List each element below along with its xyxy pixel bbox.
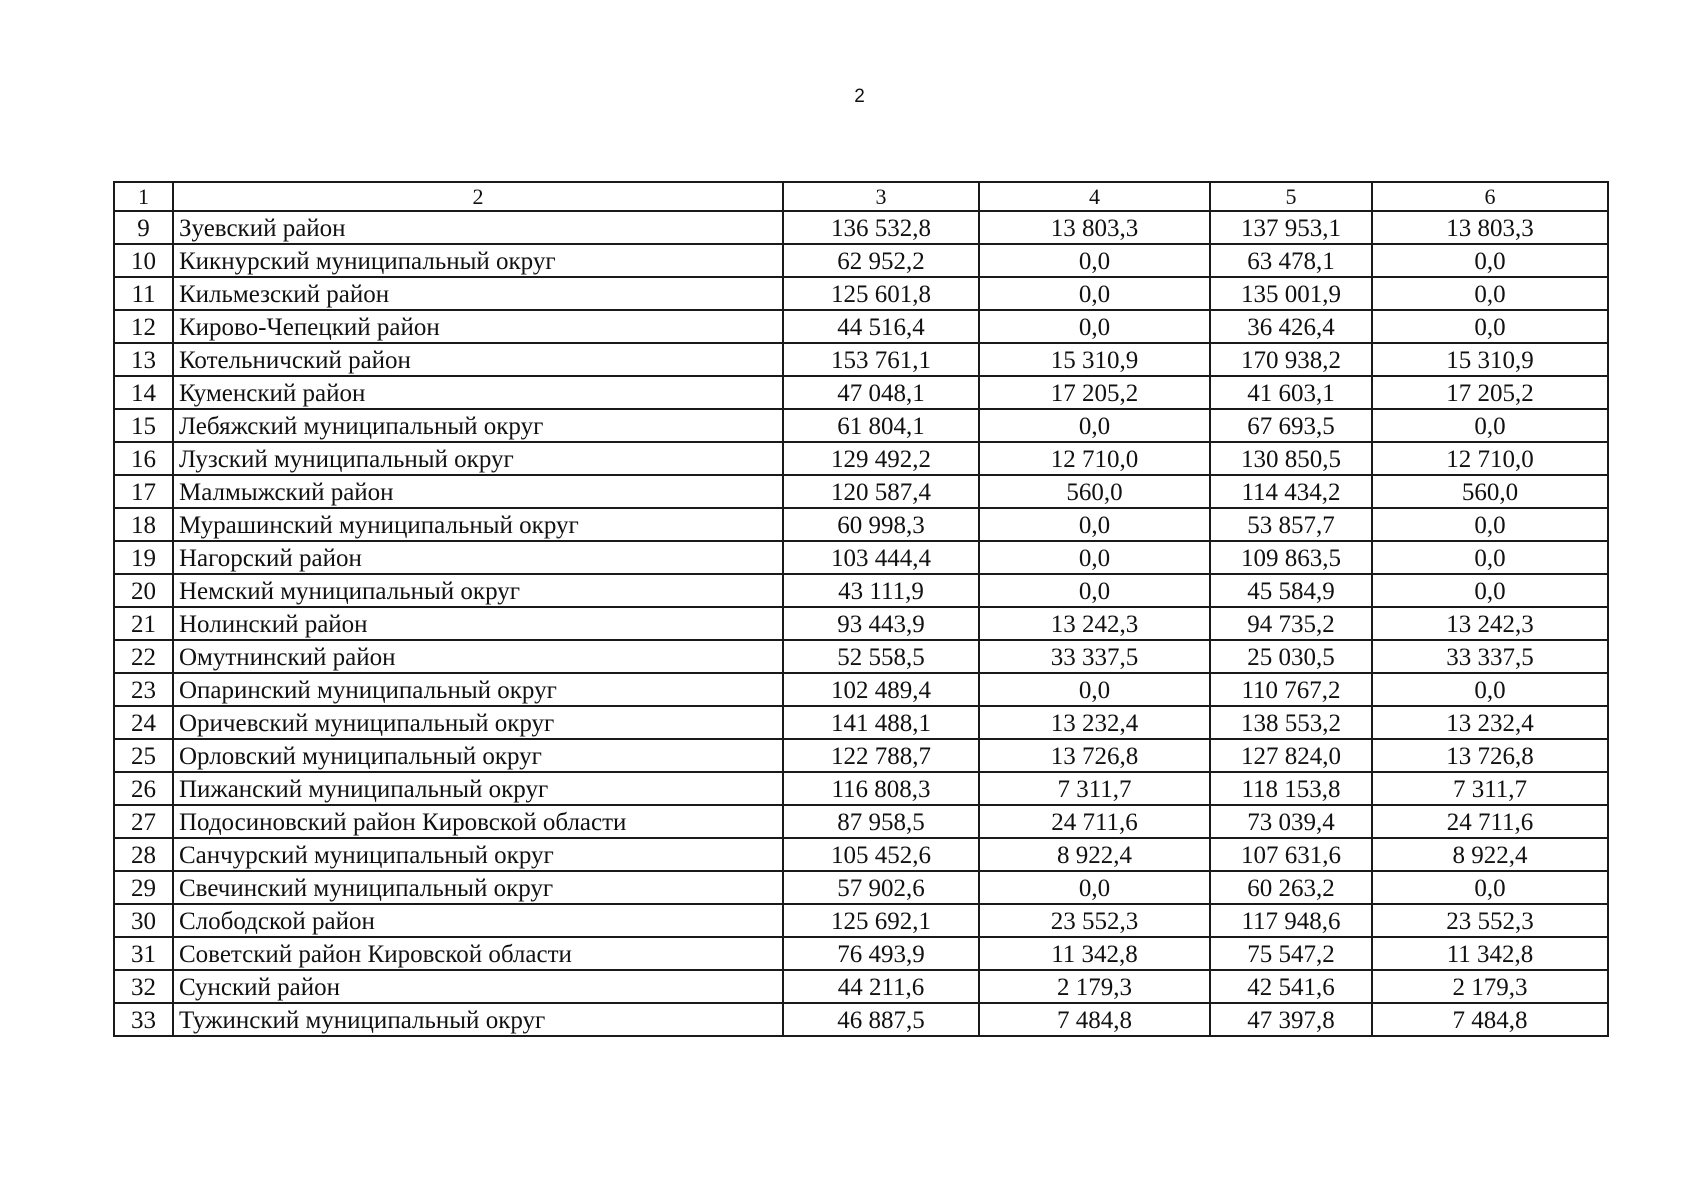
page-number: 2 (854, 86, 866, 107)
value-col-4: 0,0 (979, 871, 1210, 904)
district-name: Советский район Кировской области (173, 937, 783, 970)
value-col-3: 47 048,1 (783, 376, 979, 409)
value-col-5: 45 584,9 (1210, 574, 1372, 607)
row-number: 29 (114, 871, 173, 904)
row-number: 11 (114, 277, 173, 310)
value-col-5: 94 735,2 (1210, 607, 1372, 640)
table-row (114, 772, 1608, 805)
value-col-4: 0,0 (979, 244, 1210, 277)
value-col-3: 153 761,1 (783, 343, 979, 376)
value-col-3: 57 902,6 (783, 871, 979, 904)
value-col-4: 11 342,8 (979, 937, 1210, 970)
district-name: Зуевский район (173, 211, 783, 244)
value-col-3: 136 532,8 (783, 211, 979, 244)
value-col-3: 125 692,1 (783, 904, 979, 937)
value-col-5: 47 397,8 (1210, 1003, 1372, 1036)
value-col-3: 93 443,9 (783, 607, 979, 640)
value-col-6: 11 342,8 (1372, 937, 1608, 970)
value-col-4: 0,0 (979, 277, 1210, 310)
row-number: 21 (114, 607, 173, 640)
row-number: 14 (114, 376, 173, 409)
table-row (114, 970, 1608, 1003)
table-row (114, 937, 1608, 970)
value-col-3: 46 887,5 (783, 1003, 979, 1036)
value-col-4: 0,0 (979, 508, 1210, 541)
value-col-6: 33 337,5 (1372, 640, 1608, 673)
value-col-3: 44 516,4 (783, 310, 979, 343)
value-col-6: 23 552,3 (1372, 904, 1608, 937)
value-col-5: 130 850,5 (1210, 442, 1372, 475)
table-row (114, 310, 1608, 343)
table-row (114, 805, 1608, 838)
district-name: Омутнинский район (173, 640, 783, 673)
value-col-4: 0,0 (979, 310, 1210, 343)
value-col-5: 63 478,1 (1210, 244, 1372, 277)
table-row (114, 904, 1608, 937)
value-col-5: 137 953,1 (1210, 211, 1372, 244)
column-header-5: 5 (1210, 182, 1372, 211)
value-col-3: 102 489,4 (783, 673, 979, 706)
row-number: 31 (114, 937, 173, 970)
value-col-6: 0,0 (1372, 508, 1608, 541)
row-number: 18 (114, 508, 173, 541)
value-col-5: 170 938,2 (1210, 343, 1372, 376)
value-col-3: 76 493,9 (783, 937, 979, 970)
value-col-3: 129 492,2 (783, 442, 979, 475)
value-col-4: 0,0 (979, 409, 1210, 442)
column-header-1: 1 (114, 182, 173, 211)
row-number: 23 (114, 673, 173, 706)
value-col-5: 36 426,4 (1210, 310, 1372, 343)
row-number: 26 (114, 772, 173, 805)
value-col-5: 53 857,7 (1210, 508, 1372, 541)
value-col-6: 0,0 (1372, 541, 1608, 574)
value-col-6: 17 205,2 (1372, 376, 1608, 409)
value-col-4: 7 311,7 (979, 772, 1210, 805)
value-col-4: 0,0 (979, 673, 1210, 706)
value-col-6: 0,0 (1372, 244, 1608, 277)
value-col-4: 2 179,3 (979, 970, 1210, 1003)
value-col-3: 105 452,6 (783, 838, 979, 871)
table-row (114, 376, 1608, 409)
table-row (114, 508, 1608, 541)
table-row (114, 673, 1608, 706)
value-col-3: 116 808,3 (783, 772, 979, 805)
value-col-3: 122 788,7 (783, 739, 979, 772)
value-col-4: 23 552,3 (979, 904, 1210, 937)
value-col-3: 43 111,9 (783, 574, 979, 607)
column-header-4: 4 (979, 182, 1210, 211)
district-name: Оричевский муниципальный округ (173, 706, 783, 739)
district-name: Слободской район (173, 904, 783, 937)
district-name: Орловский муниципальный округ (173, 739, 783, 772)
row-number: 13 (114, 343, 173, 376)
district-name: Тужинский муниципальный округ (173, 1003, 783, 1036)
table-row (114, 244, 1608, 277)
value-col-4: 8 922,4 (979, 838, 1210, 871)
value-col-3: 62 952,2 (783, 244, 979, 277)
row-number: 17 (114, 475, 173, 508)
value-col-4: 13 232,4 (979, 706, 1210, 739)
row-number: 24 (114, 706, 173, 739)
value-col-3: 52 558,5 (783, 640, 979, 673)
district-name: Лебяжский муниципальный округ (173, 409, 783, 442)
value-col-5: 67 693,5 (1210, 409, 1372, 442)
value-col-6: 8 922,4 (1372, 838, 1608, 871)
table-row (114, 706, 1608, 739)
column-header-6: 6 (1372, 182, 1608, 211)
table-row (114, 574, 1608, 607)
district-name: Малмыжский район (173, 475, 783, 508)
value-col-6: 0,0 (1372, 310, 1608, 343)
table-row (114, 277, 1608, 310)
table-body (114, 182, 1608, 1036)
district-name: Сунский район (173, 970, 783, 1003)
value-col-6: 0,0 (1372, 409, 1608, 442)
row-number: 16 (114, 442, 173, 475)
value-col-5: 25 030,5 (1210, 640, 1372, 673)
value-col-5: 138 553,2 (1210, 706, 1372, 739)
district-name: Нагорский район (173, 541, 783, 574)
row-number: 28 (114, 838, 173, 871)
row-number: 30 (114, 904, 173, 937)
district-name: Пижанский муниципальный округ (173, 772, 783, 805)
table-row (114, 739, 1608, 772)
value-col-6: 0,0 (1372, 574, 1608, 607)
value-col-6: 13 726,8 (1372, 739, 1608, 772)
row-number: 15 (114, 409, 173, 442)
table-row (114, 409, 1608, 442)
value-col-4: 15 310,9 (979, 343, 1210, 376)
value-col-5: 127 824,0 (1210, 739, 1372, 772)
value-col-3: 120 587,4 (783, 475, 979, 508)
value-col-6: 7 484,8 (1372, 1003, 1608, 1036)
value-col-4: 13 803,3 (979, 211, 1210, 244)
table-row (114, 211, 1608, 244)
value-col-4: 7 484,8 (979, 1003, 1210, 1036)
district-name: Котельничский район (173, 343, 783, 376)
budget-table (113, 181, 1609, 1037)
value-col-4: 13 242,3 (979, 607, 1210, 640)
table-row (114, 871, 1608, 904)
value-col-6: 2 179,3 (1372, 970, 1608, 1003)
column-header-2: 2 (173, 182, 783, 211)
district-name: Мурашинский муниципальный округ (173, 508, 783, 541)
table-row (114, 541, 1608, 574)
district-name: Немский муниципальный округ (173, 574, 783, 607)
row-number: 27 (114, 805, 173, 838)
value-col-4: 17 205,2 (979, 376, 1210, 409)
district-name: Опаринский муниципальный округ (173, 673, 783, 706)
district-name: Лузский муниципальный округ (173, 442, 783, 475)
table-row (114, 838, 1608, 871)
table-row (114, 343, 1608, 376)
value-col-5: 118 153,8 (1210, 772, 1372, 805)
district-name: Свечинский муниципальный округ (173, 871, 783, 904)
row-number: 10 (114, 244, 173, 277)
table-row (114, 1003, 1608, 1036)
row-number: 25 (114, 739, 173, 772)
value-col-5: 60 263,2 (1210, 871, 1372, 904)
value-col-6: 24 711,6 (1372, 805, 1608, 838)
value-col-4: 0,0 (979, 541, 1210, 574)
value-col-5: 75 547,2 (1210, 937, 1372, 970)
row-number: 22 (114, 640, 173, 673)
value-col-3: 87 958,5 (783, 805, 979, 838)
table-row (114, 640, 1608, 673)
value-col-5: 109 863,5 (1210, 541, 1372, 574)
table-row (114, 607, 1608, 640)
value-col-5: 107 631,6 (1210, 838, 1372, 871)
value-col-4: 24 711,6 (979, 805, 1210, 838)
value-col-3: 44 211,6 (783, 970, 979, 1003)
value-col-6: 0,0 (1372, 277, 1608, 310)
row-number: 32 (114, 970, 173, 1003)
value-col-6: 15 310,9 (1372, 343, 1608, 376)
value-col-4: 33 337,5 (979, 640, 1210, 673)
value-col-6: 13 803,3 (1372, 211, 1608, 244)
value-col-3: 103 444,4 (783, 541, 979, 574)
value-col-6: 13 242,3 (1372, 607, 1608, 640)
value-col-6: 12 710,0 (1372, 442, 1608, 475)
table-header-row (114, 182, 1608, 211)
value-col-5: 42 541,6 (1210, 970, 1372, 1003)
row-number: 9 (114, 211, 173, 244)
value-col-3: 125 601,8 (783, 277, 979, 310)
value-col-5: 73 039,4 (1210, 805, 1372, 838)
value-col-3: 61 804,1 (783, 409, 979, 442)
value-col-5: 110 767,2 (1210, 673, 1372, 706)
column-header-3: 3 (783, 182, 979, 211)
district-name: Кирово-Чепецкий район (173, 310, 783, 343)
value-col-4: 13 726,8 (979, 739, 1210, 772)
value-col-6: 0,0 (1372, 871, 1608, 904)
value-col-6: 13 232,4 (1372, 706, 1608, 739)
value-col-5: 41 603,1 (1210, 376, 1372, 409)
district-name: Подосиновский район Кировской области (173, 805, 783, 838)
district-name: Кильмезский район (173, 277, 783, 310)
row-number: 19 (114, 541, 173, 574)
value-col-3: 60 998,3 (783, 508, 979, 541)
value-col-4: 560,0 (979, 475, 1210, 508)
value-col-5: 135 001,9 (1210, 277, 1372, 310)
table-row (114, 442, 1608, 475)
value-col-5: 114 434,2 (1210, 475, 1372, 508)
table-row (114, 475, 1608, 508)
value-col-4: 0,0 (979, 574, 1210, 607)
district-name: Санчурский муниципальный округ (173, 838, 783, 871)
district-name: Куменский район (173, 376, 783, 409)
value-col-6: 560,0 (1372, 475, 1608, 508)
district-name: Кикнурский муниципальный округ (173, 244, 783, 277)
value-col-5: 117 948,6 (1210, 904, 1372, 937)
row-number: 20 (114, 574, 173, 607)
row-number: 12 (114, 310, 173, 343)
value-col-6: 7 311,7 (1372, 772, 1608, 805)
value-col-4: 12 710,0 (979, 442, 1210, 475)
row-number: 33 (114, 1003, 173, 1036)
value-col-6: 0,0 (1372, 673, 1608, 706)
value-col-3: 141 488,1 (783, 706, 979, 739)
district-name: Нолинский район (173, 607, 783, 640)
